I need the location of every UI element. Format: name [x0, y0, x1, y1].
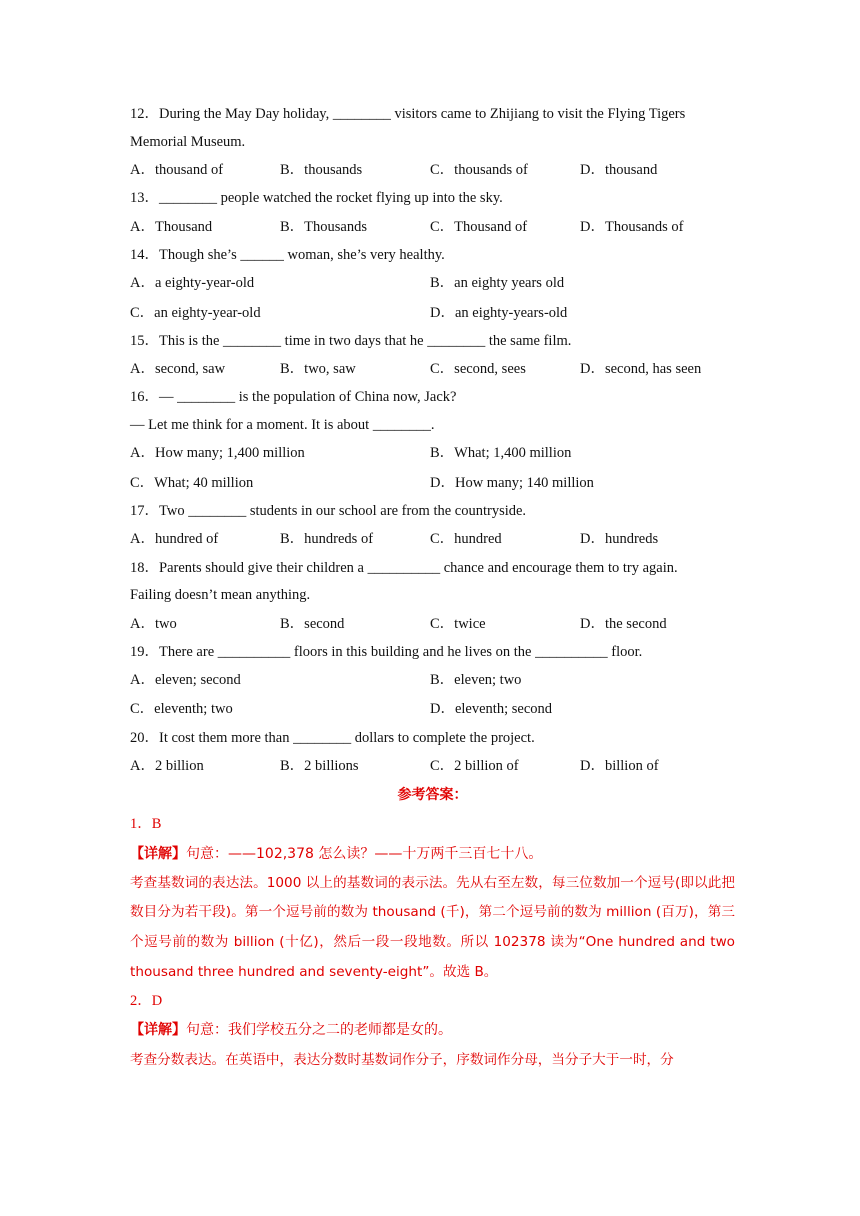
option-row: [130, 156, 735, 185]
answer-option: C．Thousand of: [430, 218, 528, 235]
answer-option: B．second: [280, 615, 345, 632]
answer-option: D．an eighty-years-old: [430, 304, 568, 321]
answer-2: [130, 987, 735, 1075]
answer-option: C．hundred: [430, 531, 502, 548]
answer-option: C．an eighty-year-old: [130, 304, 261, 321]
question-stem: Failing doesn’t mean anything.: [130, 587, 311, 603]
answer-meaning: 【详解】句意：我们学校五分之二的老师都是女的。: [130, 1022, 452, 1039]
answer-option: D．thousand: [580, 162, 658, 178]
option-row: [130, 269, 735, 298]
question-stem: 13．________ people watched the rocket flying up into the sky.: [130, 190, 503, 207]
option-row: [130, 355, 735, 384]
question-stem: 12．During the May Day holiday, ________ visitors came to Zhijiang to visit the Flying Tigers: [130, 106, 686, 122]
answer-meaning: 【详解】句意：——102,378 怎么读？——十万两千三百七十八。: [130, 845, 543, 862]
question-stem: 16．— ________ is the population of China now, Jack?: [130, 389, 457, 406]
answer-option: B．Thousands: [280, 218, 367, 235]
answer-option: D．hundreds: [580, 531, 659, 548]
answer-option: D．How many; 140 million: [430, 474, 594, 491]
answer-explanation: 考查分数表达。在英语中，表达分数时基数词作分子，序数词作分母，当分子大于一时，分: [130, 1051, 674, 1068]
question-item: [130, 725, 735, 782]
answer-option: D．eleventh; second: [430, 701, 553, 718]
option-row: [130, 525, 735, 554]
question-stem: 19．There are __________ floors in this building and he lives on the __________ floor.: [130, 643, 643, 660]
answer-option: B．thousands: [280, 162, 363, 178]
answer-option: C．What; 40 million: [130, 474, 254, 491]
option-row: [130, 469, 735, 498]
question-item: [130, 555, 735, 639]
answer-option: A．second, saw: [130, 361, 226, 378]
answer-option: A．hundred of: [130, 531, 219, 548]
answer-option: A．two: [130, 615, 177, 632]
answer-number: 1．B: [130, 816, 162, 833]
option-row: [130, 213, 735, 242]
option-row: [130, 752, 735, 781]
answer-option: B．two, saw: [280, 361, 356, 378]
question-item: [130, 101, 735, 185]
question-item: [130, 498, 735, 555]
answer-option: C．2 billion of: [430, 758, 519, 775]
answer-option: B．hundreds of: [280, 531, 374, 548]
question-stem: 14．Though she’s ______ woman, she’s very healthy.: [130, 246, 445, 263]
answer-option: D．the second: [580, 615, 667, 632]
answer-option: C．thousands of: [430, 162, 528, 178]
question-stem: — Let me think for a moment. It is about ________.: [130, 416, 435, 433]
option-row: [130, 695, 735, 724]
question-stem: 18．Parents should give their children a __________ chance and encourage them to try again.: [130, 559, 678, 576]
document-page: [130, 101, 735, 1075]
answer-option: C．eleventh; two: [130, 701, 233, 718]
answer-option: A．Thousand: [130, 218, 213, 235]
question-item: [130, 328, 735, 385]
answer-option: A．a eighty-year-old: [130, 275, 255, 292]
question-stem: 15．This is the ________ time in two days that he ________ the same film.: [130, 332, 572, 349]
answer-option: D．second, has seen: [580, 361, 702, 378]
option-row: [130, 439, 735, 468]
answer-option: C．second, sees: [430, 361, 526, 378]
answer-option: B．eleven; two: [430, 672, 522, 689]
answer-1: [130, 810, 735, 987]
question-stem: 17．Two ________ students in our school are from the countryside.: [130, 502, 527, 519]
question-item: [130, 384, 735, 497]
question-stem: 20．It cost them more than ________ dollars to complete the project.: [130, 729, 535, 746]
option-row: [130, 610, 735, 639]
question-stem: Memorial Museum.: [130, 133, 246, 150]
answer-option: B．2 billions: [280, 758, 359, 775]
answer-option: B．an eighty years old: [430, 275, 565, 292]
answer-option: B．What; 1,400 million: [430, 445, 572, 462]
answer-option: D．Thousands of: [580, 218, 684, 235]
answer-option: A．2 billion: [130, 758, 204, 775]
question-list: [130, 101, 735, 781]
answers-heading: 参考答案：: [397, 787, 468, 804]
answer-explanation: 考查基数词的表达法。1000 以上的基数词的表示法。先从右至左数，每三位数加一个逗号(即以此把数目分为若干段)。第一个逗号前的数为 thousand (千)，第二个逗号前的数为 million (百万)，第三个逗号前的数为 billion (十亿)，然后一段一段地数。所以 102378 读为“One hundred and two thousand three hundred and seventy-eight”。故选 B。: [130, 874, 735, 980]
answer-option: D．billion of: [580, 758, 659, 775]
option-row: [130, 299, 735, 328]
question-item: [130, 242, 735, 328]
answer-option: A．How many; 1,400 million: [130, 445, 305, 462]
question-item: [130, 185, 735, 242]
answer-option: A．eleven; second: [130, 672, 241, 689]
option-row: [130, 666, 735, 695]
question-item: [130, 639, 735, 725]
answer-option: C．twice: [430, 615, 486, 632]
answer-option: A．thousand of: [130, 162, 224, 178]
answer-number: 2．D: [130, 993, 163, 1010]
